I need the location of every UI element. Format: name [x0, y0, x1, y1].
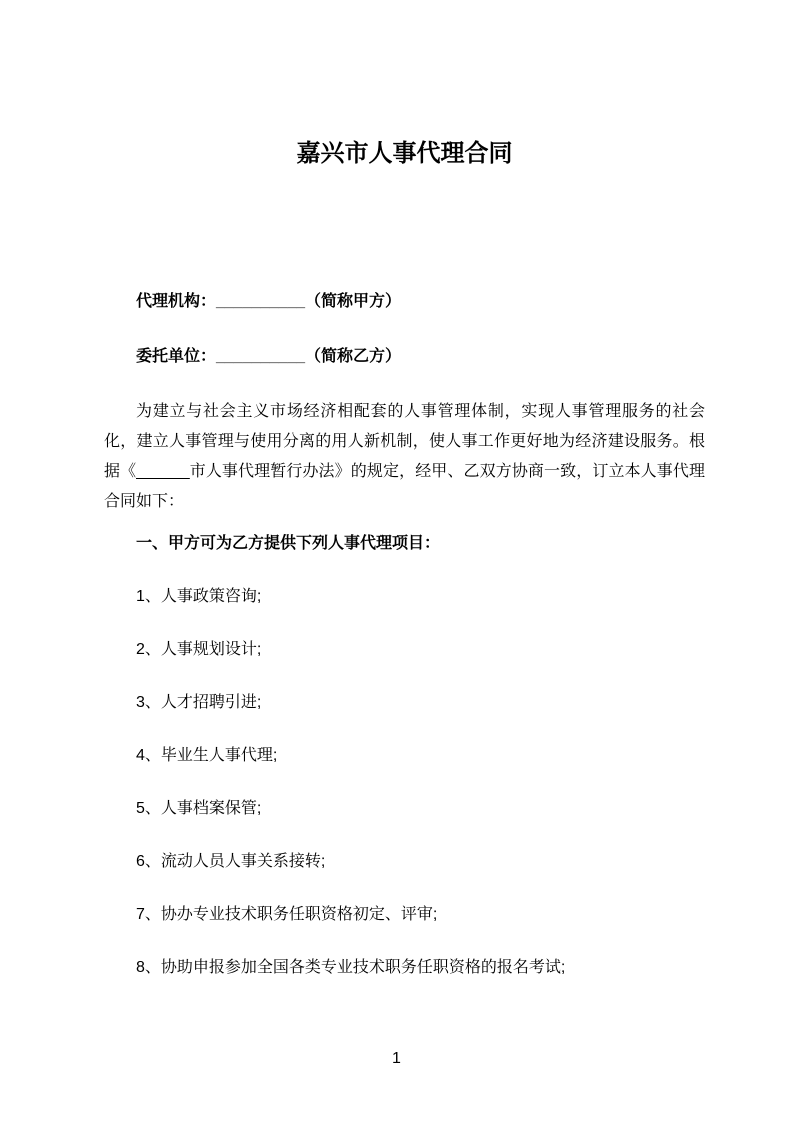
section-one-heading: 一、甲方可为乙方提供下列人事代理项目： — [136, 535, 441, 552]
service-item-2: 2、人事规划设计; — [136, 641, 262, 658]
contract-preamble: 为建立与社会主义市场经济相配套的人事管理体制，实现人事管理服务的社会化，建立人事管理与使用分离的用人新机制，使人事工作更好地为经济建设服务。根据《______市人事代理暂行办法》的规定，经甲、乙双方协商一致，订立本人事代理合同如下： — [104, 403, 705, 510]
service-item-7: 7、协办专业技术职务任职资格初定、评审; — [136, 906, 438, 923]
page-number: 1 — [392, 1050, 401, 1067]
service-item-5: 5、人事档案保管; — [136, 800, 262, 817]
service-item-3: 3、人才招聘引进; — [136, 694, 262, 711]
party-line-agency: 代理机构：__________（简称甲方） — [136, 293, 401, 310]
service-item-6: 6、流动人员人事关系接转; — [136, 853, 326, 870]
service-item-1: 1、人事政策咨询; — [136, 588, 262, 605]
service-item-8: 8、协助申报参加全国各类专业技术职务任职资格的报名考试; — [136, 959, 566, 976]
service-item-4: 4、毕业生人事代理; — [136, 747, 278, 764]
party-line-client: 委托单位：__________（简称乙方） — [136, 348, 401, 365]
document-title: 嘉兴市人事代理合同 — [296, 140, 513, 167]
